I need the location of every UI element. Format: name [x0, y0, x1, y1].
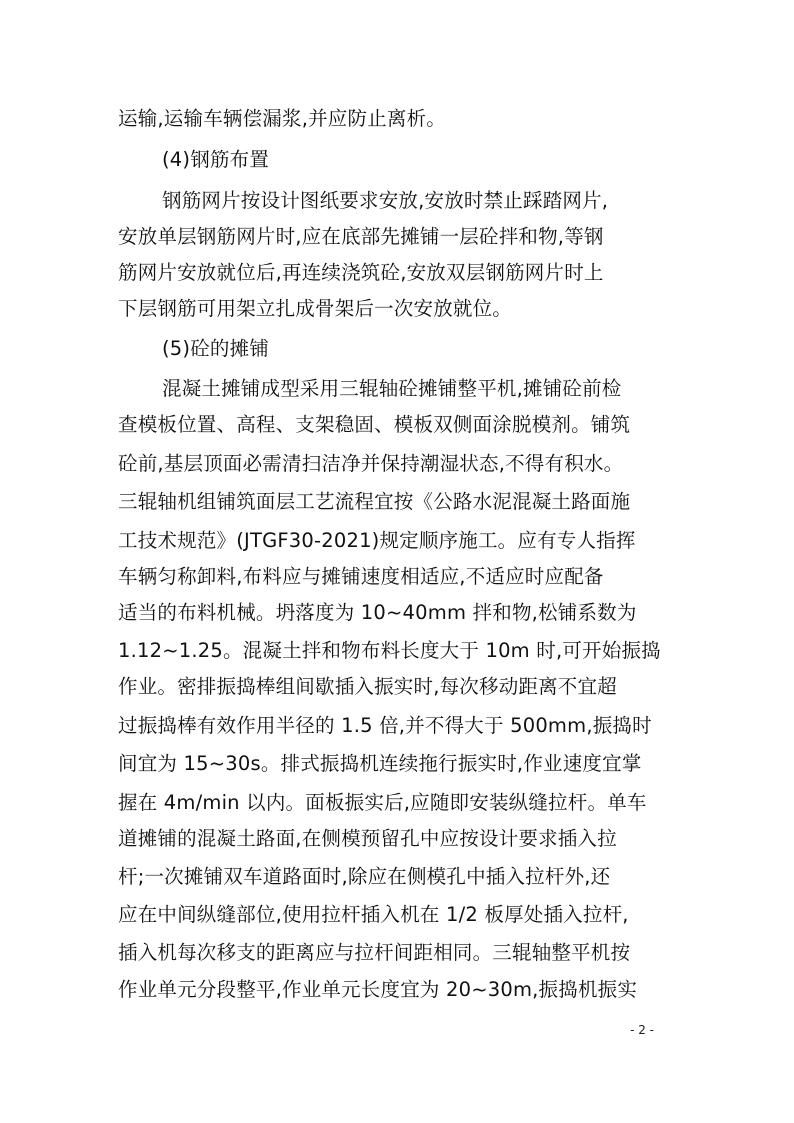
body-text-line: 杆;一次摊铺双车道路面时,除应在侧模孔中插入拉杆外,还	[118, 865, 611, 888]
body-text-line: 安放单层钢筋网片时,应在底部先摊铺一层砼拌和物,等钢	[118, 225, 604, 248]
body-text-line: 工技术规范》(JTGF30-2021)规定顺序施工。应有专人指挥	[118, 529, 636, 552]
body-text-line: 过振捣棒有效作用半径的 1.5 倍,并不得大于 500mm,振捣时	[118, 714, 652, 737]
section-heading: (4)钢筋布置	[162, 148, 270, 171]
body-text-line: 砼前,基层顶面必需清扫洁净并保持潮湿状态,不得有积水。	[118, 452, 624, 475]
body-text-line: 作业单元分段整平,作业单元长度宜为 20~30m,振捣机振实	[118, 978, 638, 1001]
body-text-line: 作业。密排振捣棒组间歇插入振实时,每次移动距离不宜超	[118, 675, 617, 698]
section-heading: (5)砼的摊铺	[162, 337, 270, 360]
body-text-line: 适当的布料机械。坍落度为 10~40mm 拌和物,松铺系数为	[118, 601, 637, 624]
body-text-line: 钢筋网片按设计图纸要求安放,安放时禁止踩踏网片,	[162, 189, 609, 212]
body-text-line: 运输,运输车辆偿漏浆,并应防止离析。	[118, 107, 446, 130]
body-text-line: 下层钢筋可用架立扎成骨架后一次安放就位。	[118, 297, 513, 320]
body-text-line: 道摊铺的混凝土路面,在侧模预留孔中应按设计要求插入拉	[118, 827, 617, 850]
body-text-line: 间宜为 15~30s。排式振捣机连续拖行振实时,作业速度宜掌	[118, 752, 642, 775]
body-text-line: 车辆匀称卸料,布料应与摊铺速度相适应,不适应时应配备	[118, 565, 604, 588]
body-text-line: 三辊轴机组铺筑面层工艺流程宜按《公路水泥混凝土路面施	[118, 490, 631, 513]
body-text-line: 筋网片安放就位后,再连续浇筑砼,安放双层钢筋网片时上	[118, 261, 604, 284]
body-text-line: 1.12~1.25。混凝土拌和物布料长度大于 10m 时,可开始振捣	[118, 639, 661, 662]
body-text-line: 应在中间纵缝部位,使用拉杆插入机在 1/2 板厚处插入拉杆,	[118, 903, 629, 926]
body-text-line: 握在 4m/min 以内。面板振实后,应随即安装纵缝拉杆。单车	[118, 791, 647, 814]
body-text-line: 查模板位置、高程、支架稳固、模板双侧面涂脱模剂。铺筑	[118, 413, 631, 436]
page-number: - 2 -	[630, 1023, 654, 1037]
body-text-line: 插入机每次移支的距离应与拉杆间距相同。三辊轴整平机按	[118, 941, 631, 964]
body-text-line: 混凝土摊铺成型采用三辊轴砼摊铺整平机,摊铺砼前检	[162, 377, 622, 400]
